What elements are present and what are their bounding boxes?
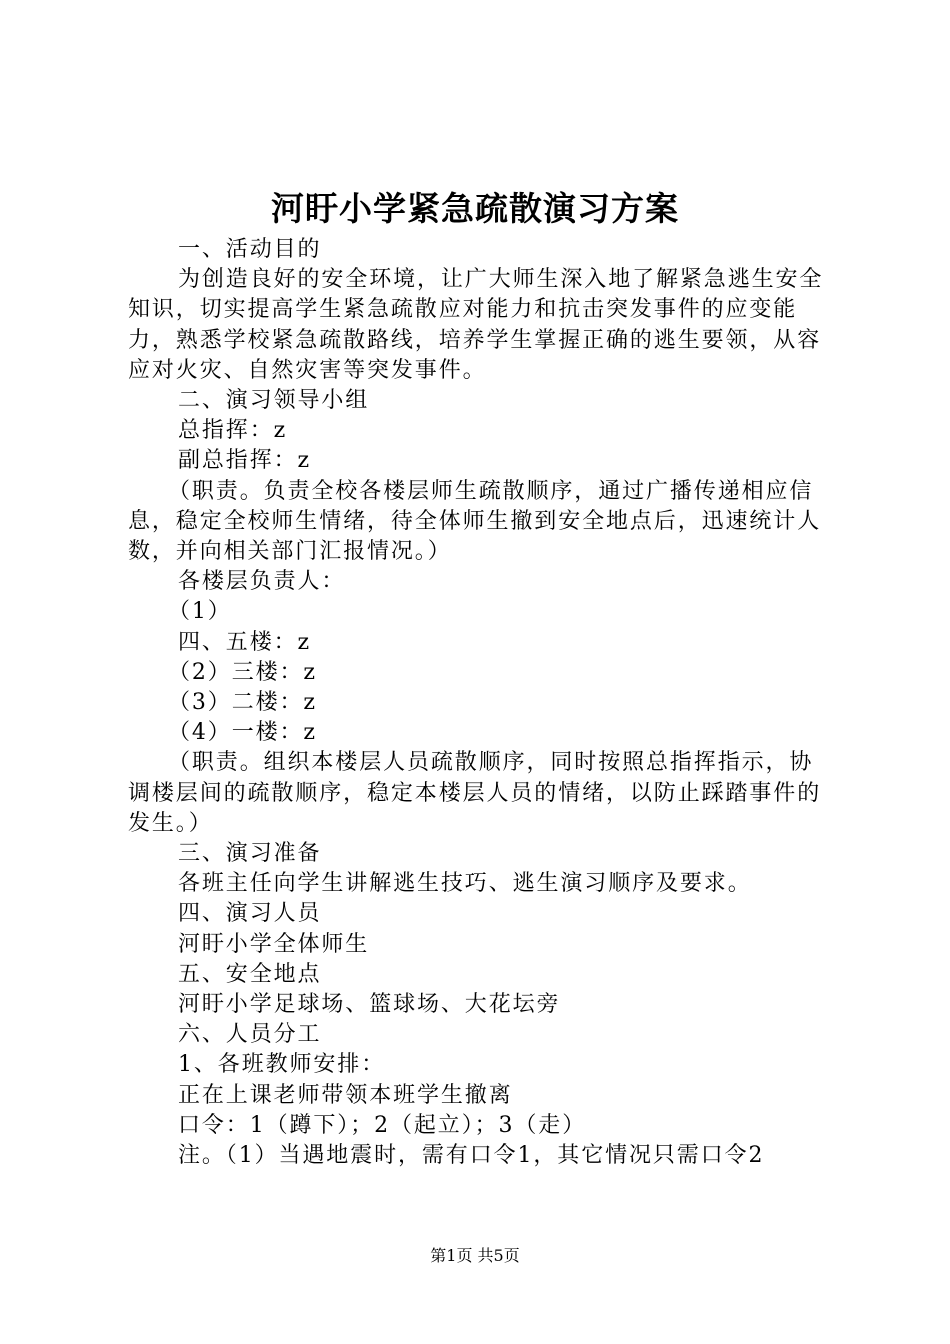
document-title: 河盱小学紧急疏散演习方案 [271,189,679,228]
paragraph: 正在上课老师带领本班学生撤离 [178,1082,513,1108]
page-footer: 第1页 共5页 [430,1246,520,1265]
paragraph: 口令：1（蹲下）；2（起立）；3（走） [178,1112,587,1138]
paragraph: （4）一楼：z [168,720,317,746]
section-heading: 五、安全地点 [178,961,322,987]
paragraph: 河盱小学足球场、篮球场、大花坛旁 [178,992,561,1018]
paragraph: （2）三楼：z [168,659,317,685]
paragraph: 河盱小学全体师生 [178,931,370,957]
paragraph: （3）二楼：z [168,690,317,716]
section-heading: 四、演习人员 [178,901,322,927]
document-body [128,235,832,1171]
paragraph: 为创造良好的安全环境，让广大师生深入地了解紧急逃生安全知识，切实提高学生紧急疏散应对能力和抗击突发事件的应变能力，熟悉学校紧急疏散路线，培养学生掌握正确的逃生要领，从容应对火灾、自然灾害等突发事件。 [128,267,824,383]
section-heading: 六、人员分工 [178,1022,322,1048]
section-heading: 一、活动目的 [178,237,322,262]
paragraph: 各楼层负责人： [178,569,346,595]
paragraph: 各班主任向学生讲解逃生技巧、逃生演习顺序及要求。 [178,871,752,897]
paragraph: 副总指挥：z [178,448,311,474]
section-heading: 三、演习准备 [178,841,322,867]
paragraph: （职责。组织本楼层人员疏散顺序，同时按照总指挥指示，协调楼层间的疏散顺序，稳定本楼层人员的情绪，以防止踩踏事件的发生。） [128,750,822,836]
section-heading: 二、演习领导小组 [178,388,370,414]
paragraph: 1、各班教师安排： [178,1052,386,1078]
paragraph: （1） [168,599,232,625]
paragraph: （职责。负责全校各楼层师生疏散顺序，通过广播传递相应信息，稳定全校师生情绪，待全体师生撤到安全地点后，迅速统计人数，并向相关部门汇报情况。） [128,478,822,565]
paragraph: 总指挥：z [178,418,288,444]
paragraph: 四、五楼：z [178,629,311,655]
paragraph: 注。（1）当遇地震时，需有口令1，其它情况只需口令2 [178,1143,765,1169]
